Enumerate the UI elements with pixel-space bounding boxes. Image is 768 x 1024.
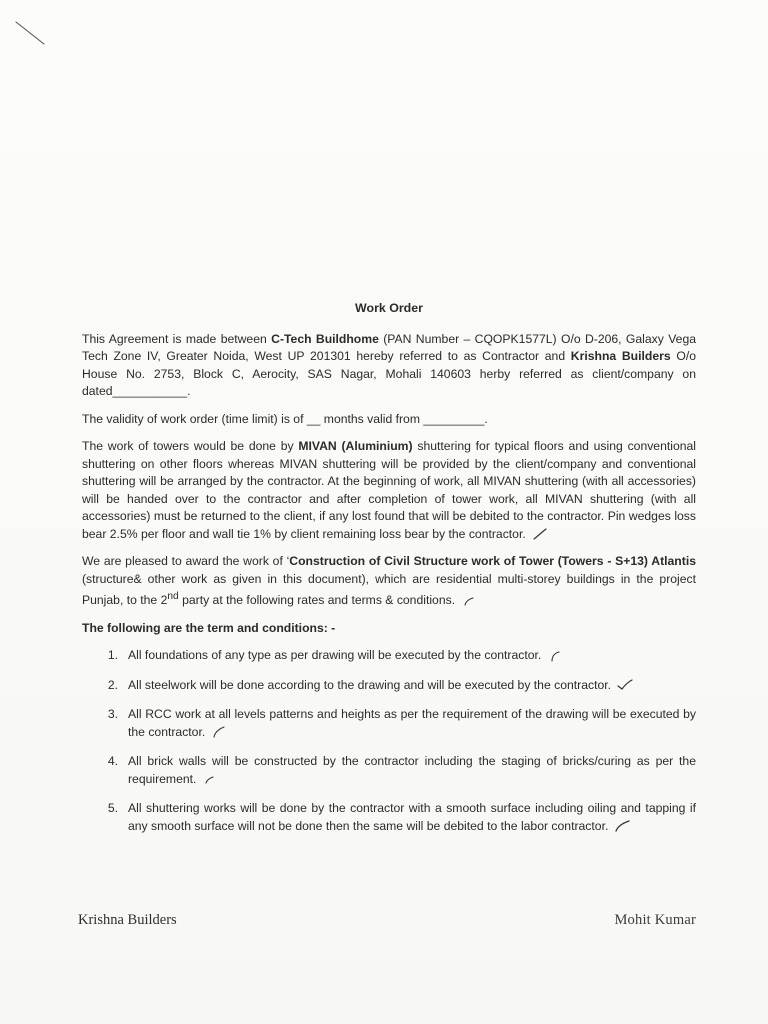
term-text-content: All RCC work at all levels patterns and heights as per the requirement of the drawing will be executed by the contractor. [128,707,696,739]
intro-paragraph [82,331,696,401]
term-item [82,647,696,665]
work-order-body [82,300,696,847]
award-text-1: We are pleased to award the work of ‘ [82,554,290,568]
award-paragraph [82,553,696,610]
term-number: 1. [107,648,118,663]
term-text-content: All brick walls will be constructed by the contractor including the staging of bricks/curing as per the requirement. [128,754,696,786]
term-number: 2. [107,677,118,692]
intro-text-3: O/o House No. 2753, Block C, Aerocity, SAS Nagar, Mohali 140603 herby referred as client/company on dated [82,349,696,398]
client-name: Krishna Builders [570,349,671,363]
contractor-signatory: Mohit Kumar [614,912,696,928]
term-text [128,677,696,695]
towers-paragraph [82,438,696,543]
term-text-content: All shuttering works will be done by the contractor with a smooth surface including oiling and tapping if any smooth surface will not be done then the same will be debited to the labor contractor. [128,801,696,833]
validity-text-1: The validity of work order (time limit) is of [82,411,307,426]
terms-heading: The following are the term and conditions: - [82,620,336,635]
term-text [128,647,696,665]
ordinal-suffix: nd [167,591,179,602]
term-text [128,706,696,741]
intro-text-2: (PAN Number – CQOPK1577L) O/o D-206, Galaxy Vega Tech Zone IV, Greater Noida, West UP 201301 hereby referred to as Contractor and [82,331,697,363]
shuttering-type: MIVAN (Aluminium) [298,439,413,453]
validity-text-2: months valid from [320,411,424,426]
handwritten-tick-icon [211,726,227,738]
work-title: Construction of Civil Structure work of Tower (Towers - S+13) Atlantis [289,554,696,568]
term-item [82,677,696,695]
handwritten-tick-icon [547,650,563,662]
handwritten-tick-icon [202,773,218,785]
contractor-name: C-Tech Buildhome [271,331,379,346]
term-text [128,753,696,788]
validity-end: . [484,411,488,426]
handwritten-tick-icon [461,595,477,607]
months-blank: __ [306,411,321,426]
term-text-content: All steelwork will be done according to the drawing and will be executed by the contractor. [128,677,612,692]
client-signatory: Krishna Builders [78,912,177,928]
valid-from-blank: _________ [423,411,485,426]
term-item [82,706,696,741]
term-number: 5. [107,801,118,816]
towers-text-2: shuttering for typical floors and using conventional shuttering on other floors whereas MIVAN shuttering will be provided by the client/company and conventional shuttering will be arranged by the contractor. At the beginning of work, all MIVAN shuttering (with all accessories) will be handed over to the contractor and after completion of tower work, all MIVAN shuttering (with all accessories) must be returned to the client, if any lost found that will be debited to the contractor. Pin wedges loss bear 2.5% per floor and wall tie 1% by client remaining loss bear by the contractor. [82,439,697,541]
intro-end: . [187,384,191,398]
terms-list [82,647,696,835]
handwritten-tick-icon [532,528,548,540]
award-text-3: party at the following rates and terms & conditions. [178,593,456,608]
signature-footer [78,912,696,929]
term-number: 4. [107,754,118,769]
term-item [82,800,696,835]
award-text-2: (structure& other work as given in this document), which are residential multi-storey buildings in the project Punjab, to the 2 [82,571,696,608]
corner-pen-mark [14,20,48,46]
document-title: Work Order [355,301,423,315]
date-blank: ___________ [112,384,188,398]
handwritten-tick-icon [617,679,633,691]
validity-paragraph [82,411,696,429]
term-text [128,800,696,835]
handwritten-tick-icon [614,820,630,832]
term-number: 3. [107,707,118,722]
term-text-content: All foundations of any type as per drawing will be executed by the contractor. [128,648,542,663]
intro-text-1: This Agreement is made between [82,331,272,346]
towers-text-1: The work of towers would be done by [82,439,299,453]
term-item [82,753,696,788]
